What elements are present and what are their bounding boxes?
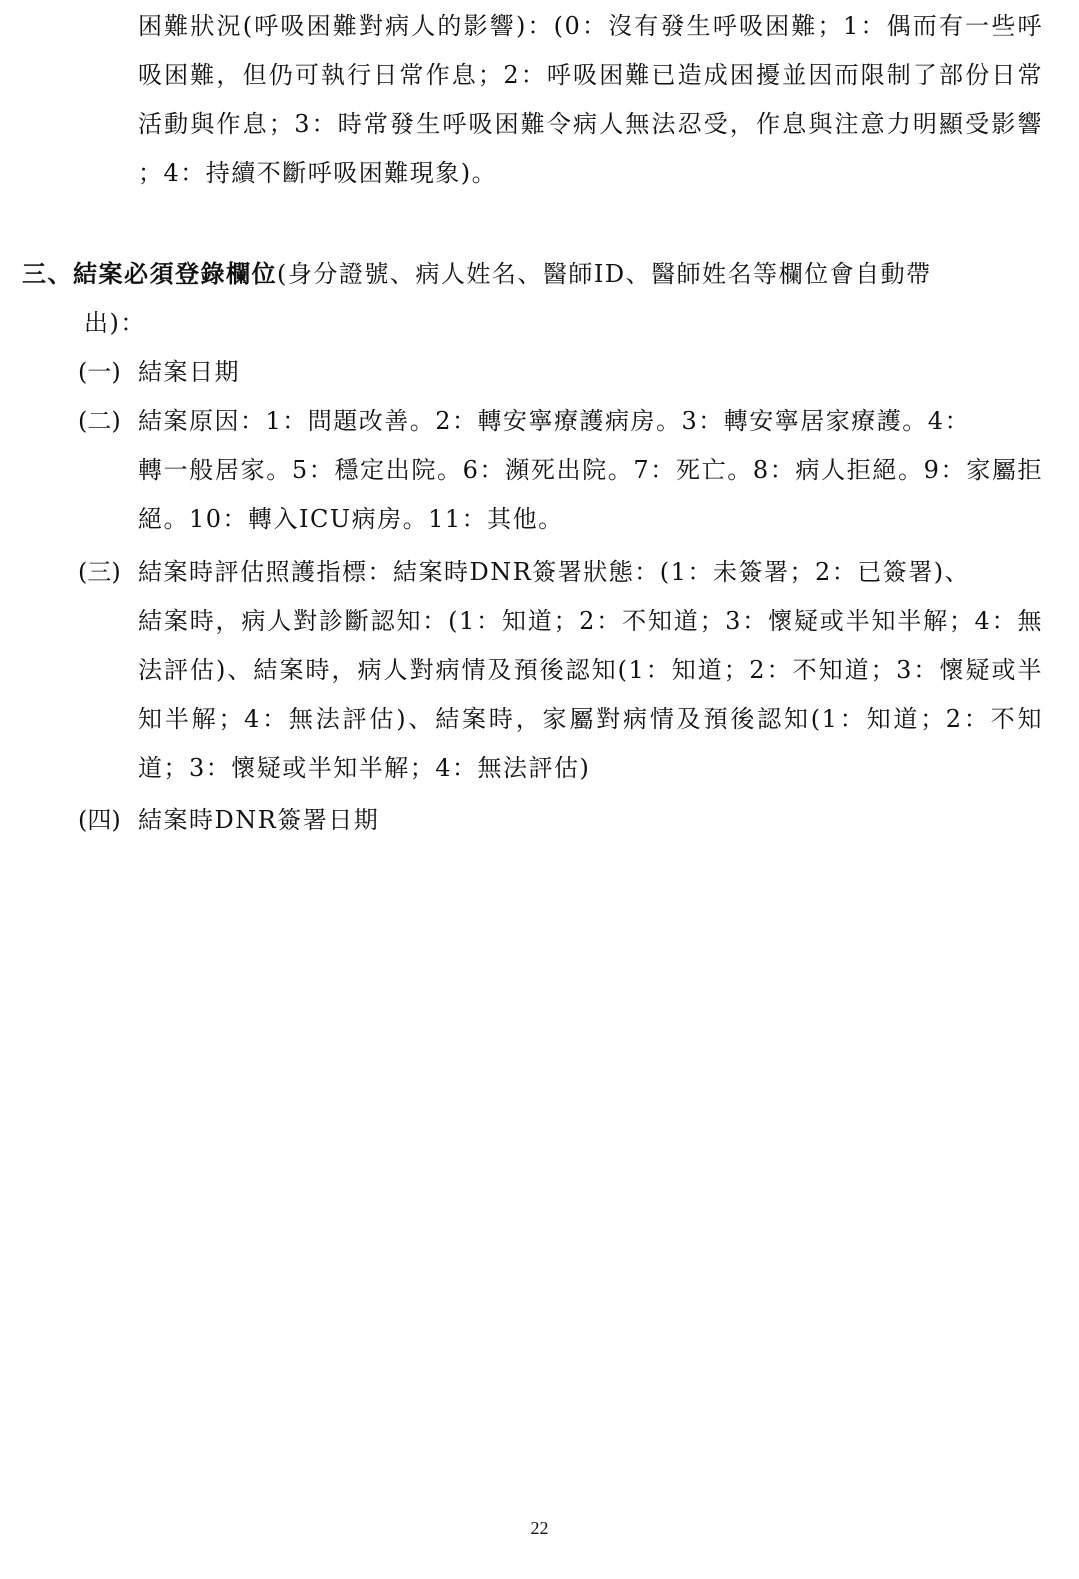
item-closing-reason	[78, 397, 1043, 544]
item-continuation: 結案時，病人對診斷認知：(1：知道；2：不知道；3：懷疑或半知半解；4：無法評估)、結案時，病人對病情及預後認知(1：知道；2：不知道；3：懷疑或半知半解；4：無法評估)、結案時，家屬對病情及預後認知(1：知道；2：不知道；3：懷疑或半知半解；4：無法評估)	[138, 607, 1043, 782]
item-first-line: 結案日期	[138, 358, 240, 386]
section-title-tail: 出)：	[84, 309, 146, 337]
item-first-line: 結案時DNR簽署日期	[138, 806, 380, 834]
item-dnr-sign-date	[78, 796, 1043, 845]
item-closing-date	[78, 348, 1043, 397]
section-title-bold: 三、結案必須登錄欄位	[22, 259, 277, 288]
item-label: (一)	[78, 358, 121, 386]
page-number: 22	[530, 1518, 549, 1538]
item-first-line: 結案時評估照護指標：結案時DNR簽署狀態：(1：未簽署；2：已簽署)、	[138, 558, 971, 586]
section-heading	[22, 249, 1043, 348]
item-label: (二)	[78, 407, 121, 435]
item-label: (三)	[78, 558, 121, 586]
item-closing-care-indicators	[78, 548, 1043, 793]
item-first-line: 結案原因：1：問題改善。2：轉安寧療護病房。3：轉安寧居家療護。4：	[138, 407, 971, 435]
item-continuation: 轉一般居家。5：穩定出院。6：瀕死出院。7：死亡。8：病人拒絕。9：家屬拒絕。10：轉入ICU病房。11：其他。	[138, 456, 1043, 533]
item-label: (四)	[78, 806, 121, 834]
section-title-rest: (身分證號、病人姓名、醫師ID、醫師姓名等欄位會自動帶	[277, 260, 932, 288]
dyspnea-continuation-paragraph: 困難狀況(呼吸困難對病人的影響)：(0：沒有發生呼吸困難；1：偶而有一些呼吸困難，但仍可執行日常作息；2：呼吸困難已造成困擾並因而限制了部份日常活動與作息；3：時常發生呼吸困難令病人無法忍受，作息與注意力明顯受影響 ；4：持續不斷呼吸困難現象)。	[138, 12, 1043, 187]
